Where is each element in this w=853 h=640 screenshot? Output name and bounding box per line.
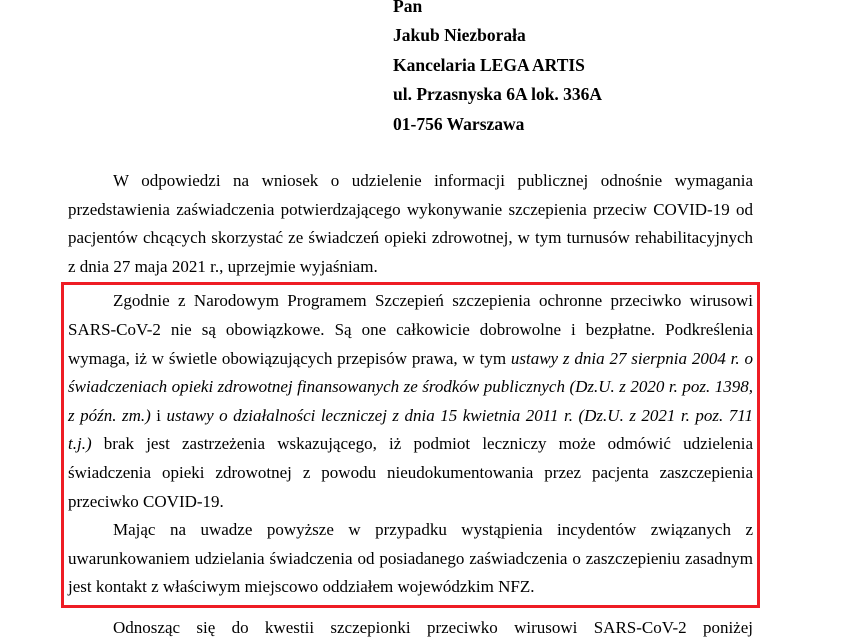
recipient-line-company: Kancelaria LEGA ARTIS — [393, 54, 585, 75]
recipient-address-block — [393, 0, 602, 139]
closing-paragraph-partial: Odnosząc się do kwestii szczepionki przeciwko wirusowi SARS-CoV-2 poniżej — [113, 617, 753, 637]
intro-paragraph: W odpowiedzi na wniosek o udzielenie informacji publicznej odnośnie wymagania przedstawienia zaświadczenia potwierdzającego wykonywanie szczepienia przeciw COVID-19 od pacjentów chcących skorzystać ze świadczeń opieki zdrowotnej, w tym turnusów rehabilitacyjnych z dnia 27 maja 2021 r., uprzejmie wyjaśniam. — [68, 171, 753, 276]
recipient-line-salutation: Pan — [393, 0, 423, 16]
highlighted-paragraph-1: Zgodnie z Narodowym Programem Szczepień szczepienia ochronne przeciwko wirusowi SARS-CoV-2 nie są obowiązkowe. Są one całkowicie dobrowolne i bezpłatne. Podkreślenia wymaga, iż w świetle obowiązujących przepisów prawa, w tym ustawy z dnia 27 sierpnia 2004 r. o świadczeniach opieki zdrowotnej finansowanych ze środków publicznych (Dz.U. z 2020 r. poz. 1398, z późn. zm.) i ustawy o działalności leczniczej z dnia 15 kwietnia 2011 r. (Dz.U. z 2021 r. poz. 711 t.j.) brak jest zastrzeżenia wskazującego, iż podmiot leczniczy może odmówić udzielenia świadczenia opieki zdrowotnej z powodu nieudokumentowania przez pacjenta zaszczepienia przeciwko COVID-19. — [68, 291, 753, 511]
recipient-line-street: ul. Przasnyska 6A lok. 336A — [393, 84, 603, 105]
recipient-line-city: 01-756 Warszawa — [393, 113, 525, 134]
letter-body — [68, 167, 753, 640]
recipient-line-name: Jakub Niezborała — [393, 25, 526, 46]
highlight-box — [61, 282, 760, 608]
highlighted-paragraph-2: Mając na uwadze powyższe w przypadku wystąpienia incydentów związanych z uwarunkowaniem udzielania świadczenia od posiadanego zaświadczenia o zaszczepieniu zasadnym jest kontakt z właściwym miejscowo oddziałem wojewódzkim NFZ. — [68, 520, 753, 597]
